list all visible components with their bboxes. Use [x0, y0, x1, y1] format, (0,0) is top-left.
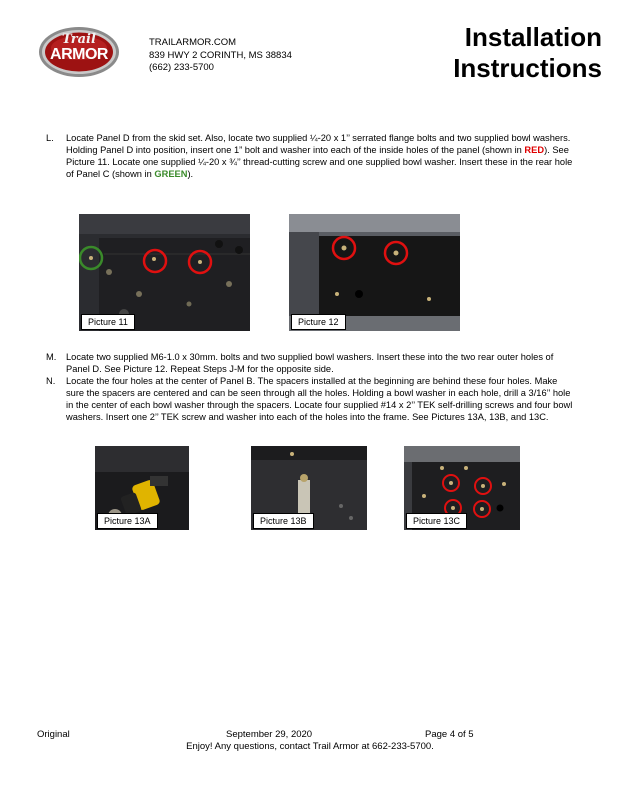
logo-script-text: Trail	[62, 32, 96, 47]
title-line-1: Installation	[464, 22, 602, 52]
picture-12-caption: Picture 12	[291, 314, 346, 330]
step-text: ). See Picture 11. Locate one supplied ¼-20 x ¾’’ thread-cutting screw and one supplied bowl washer. Insert these in the rear hole of Panel C (shown in	[66, 144, 573, 179]
picture-13a-caption: Picture 13A	[97, 513, 158, 529]
footer-page-number: Page 4 of 5	[425, 729, 474, 740]
step-n	[46, 376, 576, 424]
step-m	[46, 352, 576, 376]
picture-13c-photo	[404, 446, 520, 530]
step-text: Locate the four holes at the center of Panel B. The spacers installed at the beginning are behind these four holes. Make sure the spacers are centered and can be seen through all the holes. Holding a bowl washer in each hole, drill a 3/16’’ hole in the center of each bowl washer through the spacers. Locate four supplied #14 x 2’’ TEK self-drilling screws and four bowl washers. Insert one 2’’ TEK screw and washer into each of the holes into the frame. See Pictures 13A, 13B, and 13C.	[66, 376, 573, 422]
footer-date: September 29, 2020	[226, 729, 313, 740]
title-line-2: Instructions	[453, 53, 602, 83]
footer-contact: Enjoy! Any questions, contact Trail Armor at 662-233-5700.	[186, 741, 434, 752]
company-address: 839 HWY 2 CORINTH, MS 38834	[149, 49, 292, 61]
step-text: Locate Panel D from the skid set. Also, locate two supplied ¼-20 x 1’’ serrated flange bolts and two supplied bowl washers. Holding Panel D into position, insert one 1” bolt and washer into each of the inside holes of the panel (shown in	[66, 133, 571, 155]
footer-version: Original	[37, 729, 70, 740]
step-text: ).	[187, 168, 194, 179]
company-website: TRAILARMOR.COM	[149, 37, 237, 48]
step-label: L.	[46, 133, 54, 143]
step-l	[46, 133, 576, 181]
picture-13b-caption: Picture 13B	[253, 513, 314, 529]
picture-13c-caption: Picture 13C	[406, 513, 467, 529]
trail-armor-logo	[38, 26, 120, 78]
company-info	[149, 37, 292, 75]
company-phone: (662) 233-5700	[149, 62, 214, 73]
red-highlight-text: RED	[524, 144, 545, 155]
picture-12-photo	[289, 214, 460, 331]
picture-13a-photo	[95, 446, 189, 530]
picture-11-caption: Picture 11	[81, 314, 135, 330]
step-label: N.	[46, 376, 56, 386]
logo-brand-text: ARMOR	[50, 46, 108, 63]
picture-11-photo	[79, 214, 250, 331]
step-label: M.	[46, 352, 57, 362]
green-highlight-text: GREEN	[154, 168, 188, 179]
page-title	[453, 22, 602, 84]
picture-13b-photo	[251, 446, 367, 530]
step-text: Locate two supplied M6-1.0 x 30mm. bolts and two supplied bowl washers. Insert these into the two rear outer holes of Panel D. See Picture 12. Repeat Steps J-M for the opposite side.	[66, 352, 554, 374]
